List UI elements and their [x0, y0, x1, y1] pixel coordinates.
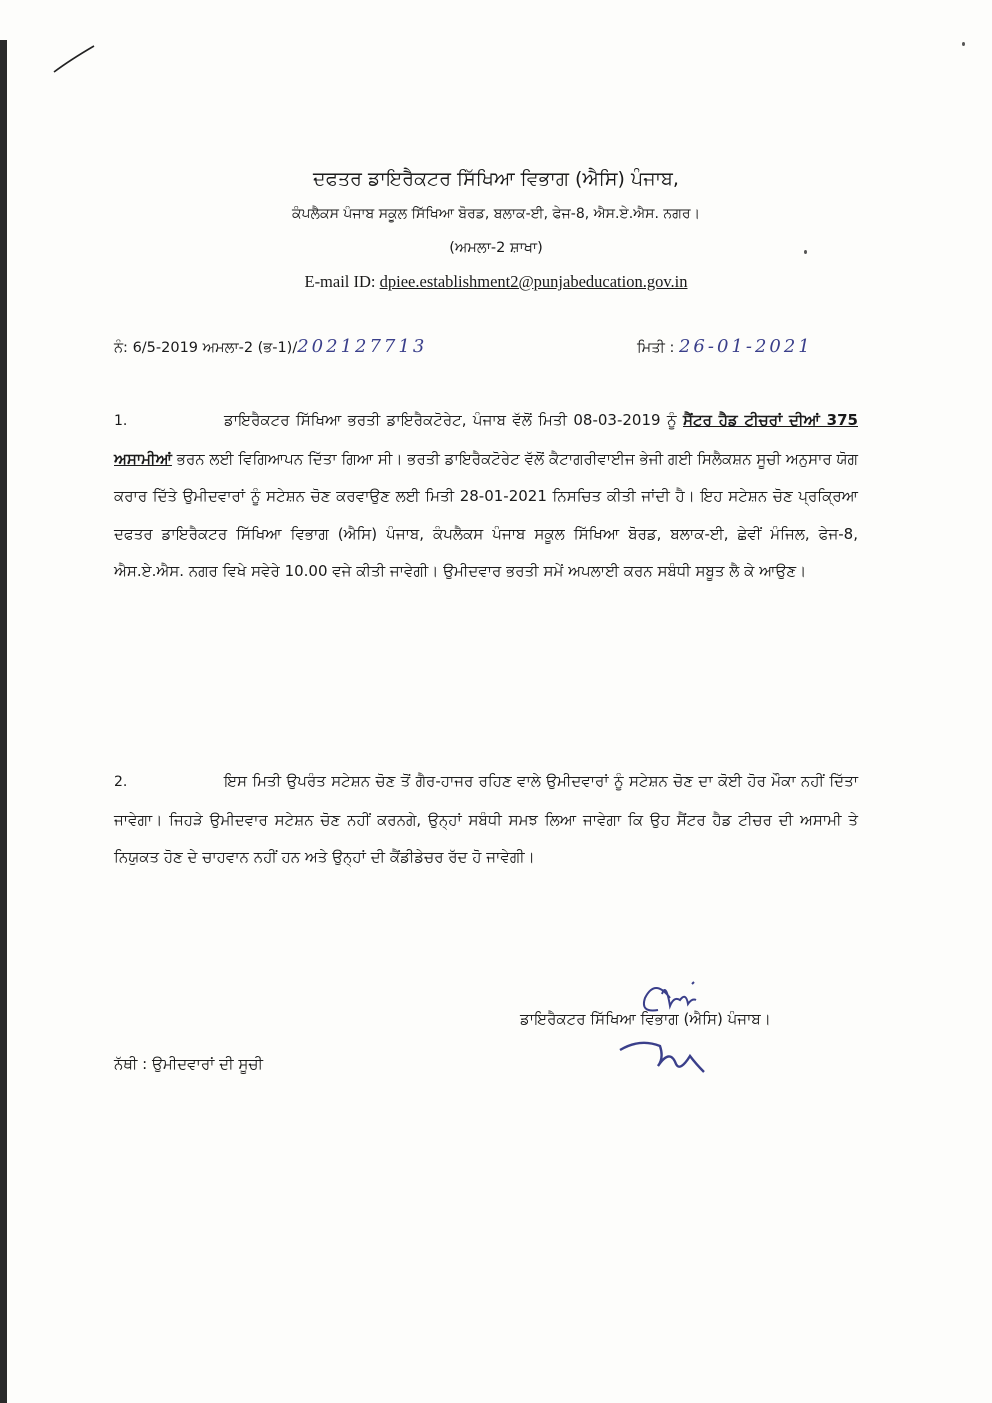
- paragraph-1-text-b: ਭਰਨ ਲਈ ਵਿਗਿਆਪਨ ਦਿੱਤਾ ਗਿਆ ਸੀ। ਭਰਤੀ ਡਾਇਰੈਕਟੋਰੇਟ ਵੱਲੋਂ ਕੈਟਾਗਰੀਵਾਈਜ ਭੇਜੀ ਗਈ ਸਿਲੈਕਸ਼ਨ ਸੂਚੀ ਅਨੁਸਾਰ ਯੋਗ ਕਰਾਰ ਦਿੱਤੇ ਉਮੀਦਵਾਰਾਂ ਨੂੰ ਸਟੇਸ਼ਨ ਚੋਣ ਕਰਵਾਉਣ ਲਈ ਮਿਤੀ 28-01-2021 ਨਿਸਚਿਤ ਕੀਤੀ ਜਾਂਦੀ ਹੈ। ਇਹ ਸਟੇਸ਼ਨ ਚੋਣ ਪ੍ਰਕ੍ਰਿਆ ਦਫਤਰ ਡਾਇਰੈਕਟਰ ਸਿੱਖਿਆ ਵਿਭਾਗ (ਐਸਿ) ਪੰਜਾਬ, ਕੰਪਲੈਕਸ ਪੰਜਾਬ ਸਕੂਲ ਸਿੱਖਿਆ ਬੋਰਡ, ਬਲਾਕ-ਈ, ਛੇਵੀਂ ਮੰਜਿਲ, ਫੇਜ-8, ਐਸ.ਏ.ਐਸ. ਨਗਰ ਵਿਖੇ ਸਵੇਰੇ 10.00 ਵਜੇ ਕੀਤੀ ਜਾਵੇਗੀ। ਉਮੀਦਵਾਰ ਭਰਤੀ ਸਮੇਂ ਅਪਲਾਈ ਕਰਨ ਸਬੰਧੀ ਸਬੂਤ ਲੈ ਕੇ ਆਉਣ।: [114, 449, 858, 580]
- email-line: [0, 272, 992, 292]
- reference-handwritten: 202127713: [297, 336, 428, 357]
- reference-text: 6/5-2019 ਅਮਲਾ-2 (ਭ-1)/: [132, 340, 298, 356]
- scan-speck: [962, 42, 965, 46]
- date-handwritten: 26-01-2021: [678, 336, 813, 357]
- paragraph-1: [114, 402, 858, 591]
- paragraph-1-number: 1.: [114, 413, 128, 429]
- branch-name: (ਅਮਲਾ-2 ਸ਼ਾਖਾ): [449, 240, 543, 256]
- office-title: ਦਫਤਰ ਡਾਇਰੈਕਟਰ ਸਿੱਖਿਆ ਵਿਭਾਗ (ਐਸਿ) ਪੰਜਾਬ,: [313, 168, 679, 190]
- paragraph-2-number: 2.: [114, 774, 128, 790]
- email-label: E-mail ID:: [304, 272, 376, 291]
- tick-mark: [50, 40, 100, 80]
- scan-speck: [804, 250, 807, 254]
- reference-label: ਨੰ:: [114, 340, 128, 356]
- paragraph-1-highlight: ਸੈਂਟਰ ਹੈਡ ਟੀਚਰਾਂ ਦੀਆਂ 375 ਅਸਾਮੀਆਂ: [114, 411, 858, 468]
- office-address: ਕੰਪਲੈਕਸ ਪੰਜਾਬ ਸਕੂਲ ਸਿੱਖਿਆ ਬੋਰਡ, ਬਲਾਕ-ਈ, ਫੇਜ-8, ਐਸ.ਏ.ਐਸ. ਨਗਰ।: [291, 206, 701, 222]
- paragraph-1-text-a: ਡਾਇਰੈਕਟਰ ਸਿੱਖਿਆ ਭਰਤੀ ਡਾਇਰੈਕਟੋਰੇਟ, ਪੰਜਾਬ ਵੱਲੋਂ ਮਿਤੀ 08-03-2019 ਨੂੰ: [224, 411, 677, 429]
- signature-image: [600, 968, 740, 1088]
- reference-date: [637, 336, 813, 357]
- date-label: ਮਿਤੀ :: [637, 340, 675, 356]
- signatory: ਡਾਇਰੈਕਟਰ ਸਿੱਖਿਆ ਵਿਭਾਗ (ਐਸਿ) ਪੰਜਾਬ।: [520, 1010, 771, 1028]
- reference-number: [114, 336, 427, 357]
- paragraph-2-text: ਇਸ ਮਿਤੀ ਉਪਰੰਤ ਸਟੇਸ਼ਨ ਚੋਣ ਤੋਂ ਗੈਰ-ਹਾਜਰ ਰਹਿਣ ਵਾਲੇ ਉਮੀਦਵਾਰਾਂ ਨੂੰ ਸਟੇਸ਼ਨ ਚੋਣ ਦਾ ਕੋਈ ਹੋਰ ਮੌਕਾ ਨਹੀਂ ਦਿੱਤਾ ਜਾਵੇਗਾ। ਜਿਹੜੇ ਉਮੀਦਵਾਰ ਸਟੇਸ਼ਨ ਚੋਣ ਨਹੀਂ ਕਰਨਗੇ, ਉਨ੍ਹਾਂ ਸਬੰਧੀ ਸਮਝ ਲਿਆ ਜਾਵੇਗਾ ਕਿ ਉਹ ਸੈਂਟਰ ਹੈਡ ਟੀਚਰ ਦੀ ਅਸਾਮੀ ਤੇ ਨਿਯੁਕਤ ਹੋਣ ਦੇ ਚਾਹਵਾਨ ਨਹੀਂ ਹਨ ਅਤੇ ਉਨ੍ਹਾਂ ਦੀ ਕੈਂਡੀਡੇਚਰ ਰੱਦ ਹੋ ਜਾਵੇਗੀ।: [114, 772, 858, 866]
- email-address: dpiee.establishment2@punjabeducation.gov.in: [379, 272, 688, 291]
- paragraph-2: [114, 763, 858, 877]
- attachment-note: ਨੱਥੀ : ਉਮੀਦਵਾਰਾਂ ਦੀ ਸੂਚੀ: [114, 1055, 263, 1073]
